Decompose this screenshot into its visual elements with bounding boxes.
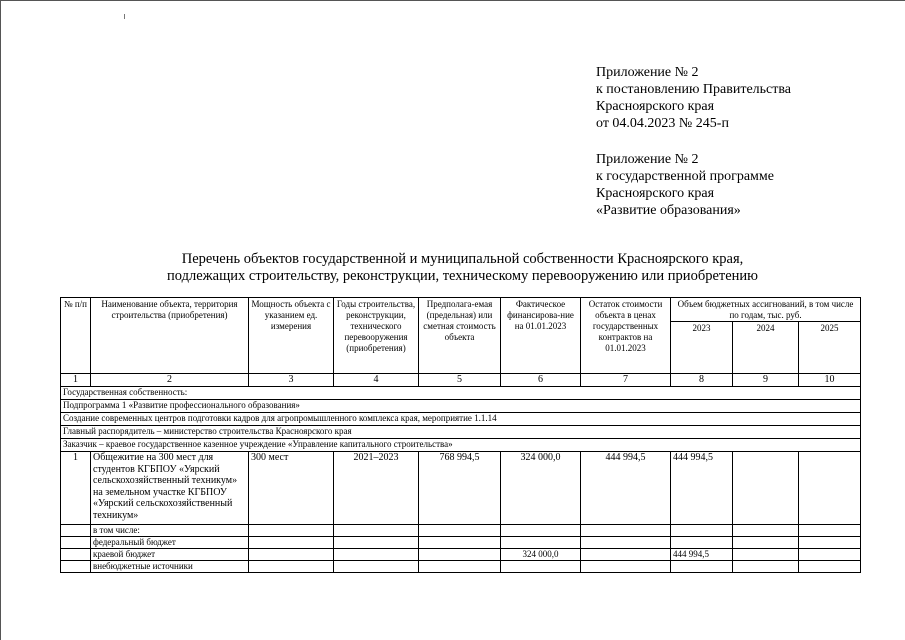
table-row <box>61 561 861 573</box>
section-customer: Заказчик – краевое государственное казенное учреждение «Управление капитального строительства» <box>61 439 861 452</box>
header-capacity: Мощность объекта с указанием ед. измерения <box>249 298 334 374</box>
page-top-edge <box>0 0 905 1</box>
appendix-line: от 04.04.2023 № 245-п <box>596 116 729 131</box>
header-year-2024: 2024 <box>733 322 799 374</box>
object-2023: 444 994,5 <box>671 452 733 525</box>
table-row <box>61 525 861 537</box>
column-number: 6 <box>501 374 581 387</box>
header-year-2023: 2023 <box>671 322 733 374</box>
sub-row-actual <box>501 561 581 573</box>
header-actual-financing: Фактическое финансирова-ние на 01.01.2023 <box>501 298 581 374</box>
appendix-line: «Развитие образования» <box>596 203 741 218</box>
appendix-program-block <box>596 151 774 219</box>
sub-row-actual <box>501 525 581 537</box>
table-row <box>61 452 861 525</box>
section-subprogram: Подпрограмма 1 «Развитие профессионального образования» <box>61 400 861 413</box>
header-years: Годы строительства, реконструкции, технического перевооружения (приобретения) <box>334 298 419 374</box>
appendix-line: Приложение № 2 <box>596 152 699 167</box>
column-numbers-row <box>61 374 861 387</box>
object-name: Общежитие на 300 мест для студентов КГБПОУ «Уярский сельскохозяйственный техникум» на земельном участке КГБПОУ «Уярский сельскохозяйственный техникум» <box>91 452 249 525</box>
appendix-line: Красноярского края <box>596 99 715 114</box>
column-number: 8 <box>671 374 733 387</box>
appendix-line: Приложение № 2 <box>596 65 699 80</box>
sub-row-label: федеральный бюджет <box>91 537 249 549</box>
object-2024 <box>733 452 799 525</box>
header-num: № п/п <box>61 298 91 374</box>
table-row <box>61 537 861 549</box>
column-number: 7 <box>581 374 671 387</box>
object-2025 <box>799 452 861 525</box>
document-title <box>100 251 825 285</box>
table-row <box>61 549 861 561</box>
column-number: 1 <box>61 374 91 387</box>
header-estimated-cost: Предполага-емая (предельная) или сметная стоимость объекта <box>419 298 501 374</box>
sub-row-label: краевой бюджет <box>91 549 249 561</box>
sub-row-2023: 444 994,5 <box>671 549 733 561</box>
section-row <box>61 400 861 413</box>
column-number: 10 <box>799 374 861 387</box>
scan-mark <box>124 14 125 19</box>
object-years: 2021–2023 <box>334 452 419 525</box>
header-year-2025: 2025 <box>799 322 861 374</box>
sub-row-label: в том числе: <box>91 525 249 537</box>
object-capacity: 300 мест <box>249 452 334 525</box>
object-actual-financing: 324 000,0 <box>501 452 581 525</box>
section-row <box>61 439 861 452</box>
sub-row-label: внебюджетные источники <box>91 561 249 573</box>
column-number: 9 <box>733 374 799 387</box>
sub-row-2023 <box>671 537 733 549</box>
title-line-1: Перечень объектов государственной и муниципальной собственности Красноярского края, <box>181 251 744 267</box>
objects-table <box>60 297 861 573</box>
sub-row-actual <box>501 537 581 549</box>
page-left-edge <box>0 0 1 640</box>
sub-row-actual: 324 000,0 <box>501 549 581 561</box>
column-number: 3 <box>249 374 334 387</box>
object-estimated-cost: 768 994,5 <box>419 452 501 525</box>
column-number: 2 <box>91 374 249 387</box>
sub-row-2023 <box>671 525 733 537</box>
section-measure: Создание современных центров подготовки кадров для агропромышленного комплекса края, мероприятие 1.1.14 <box>61 413 861 426</box>
header-remaining-cost: Остаток стоимости объекта в ценах государственных контрактов на 01.01.2023 <box>581 298 671 374</box>
header-name: Наименование объекта, территория строительства (приобретения) <box>91 298 249 374</box>
header-row <box>61 298 861 322</box>
appendix-resolution-block <box>596 64 791 132</box>
appendix-line: Красноярского края <box>596 186 715 201</box>
title-line-2: подлежащих строительству, реконструкции, техническому перевооружению или приобретению <box>166 268 759 284</box>
section-chief-administrator: Главный распорядитель – министерство строительства Красноярского края <box>61 426 861 439</box>
appendix-line: к постановлению Правительства <box>596 82 792 97</box>
appendix-line: к государственной программе <box>596 169 774 184</box>
section-ownership: Государственная собственность: <box>61 387 861 400</box>
column-number: 4 <box>334 374 419 387</box>
sub-row-2023 <box>671 561 733 573</box>
section-row <box>61 413 861 426</box>
object-num: 1 <box>61 452 91 525</box>
column-number: 5 <box>419 374 501 387</box>
header-budget-volume: Объем бюджетных ассигнований, в том числе по годам, тыс. руб. <box>671 298 861 322</box>
section-row <box>61 387 861 400</box>
section-row <box>61 426 861 439</box>
object-remaining-cost: 444 994,5 <box>581 452 671 525</box>
